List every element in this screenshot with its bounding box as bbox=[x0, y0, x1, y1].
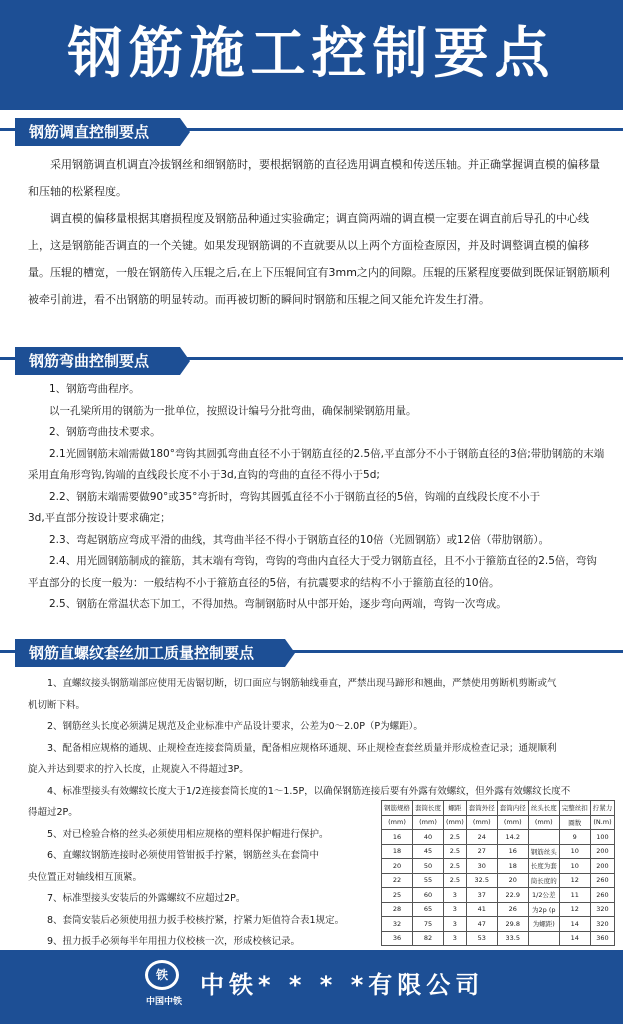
table-header-row bbox=[382, 801, 615, 816]
table-cell: 260 bbox=[590, 888, 615, 903]
table-row bbox=[382, 917, 615, 932]
table-header-cell: 钢筋规格 bbox=[382, 801, 413, 816]
text-line: 2.3、弯起钢筋应弯成平滑的曲线，其弯曲半径不得小于钢筋直径的10倍（光圆钢筋）或12倍（带肋钢筋）。 bbox=[28, 533, 550, 546]
section-heading-straightening: 钢筋调直控制要点 bbox=[15, 118, 180, 146]
table-cell: 11 bbox=[559, 888, 590, 903]
table-row bbox=[382, 859, 615, 874]
table-cell: 长度为套 bbox=[528, 859, 559, 874]
table-cell: 22.9 bbox=[497, 888, 528, 903]
text-line: 平直部分的长度一般为：一般结构不小于箍筋直径的5倍，有抗震要求的结构不小于箍筋直径的10倍。 bbox=[28, 576, 500, 589]
text-line: 2.2、钢筋末端需要做90°或35°弯折时，弯钩其圆弧直径不小于钢筋直径的5倍，钩端的直线段长度不小于 bbox=[28, 490, 541, 503]
page-title: 钢筋施工控制要点 bbox=[67, 21, 556, 85]
table-unit-cell: (mm) bbox=[528, 815, 559, 830]
table-cell: 10 bbox=[559, 859, 590, 874]
company-logo-icon: 铁 bbox=[145, 960, 179, 990]
text-line: 2.4、用光圆钢筋制成的箍筋，其末端有弯钩，弯钩的弯曲内直径大于受力钢筋直径，且不小于箍筋直径的2.5倍，弯钩 bbox=[28, 555, 597, 567]
table-cell: 14 bbox=[559, 917, 590, 932]
table-cell: 14.2 bbox=[497, 830, 528, 845]
table-header-cell: 套筒内径 bbox=[497, 801, 528, 816]
table-cell: 41 bbox=[466, 902, 497, 917]
text-line: 4、标准型接头有效螺纹长度大于1/2连接套筒长度的1～1.5P，以确保钢筋连接后要有外露有效螺纹，但外露有效螺纹长度不 bbox=[28, 785, 571, 797]
table-cell: 筒长度的 bbox=[528, 873, 559, 888]
table-unit-cell: 圈数 bbox=[559, 815, 590, 830]
table-row bbox=[382, 931, 615, 946]
table-cell: 14 bbox=[559, 931, 590, 946]
table-cell: 1/2公差 bbox=[528, 888, 559, 903]
table-cell: 53 bbox=[466, 931, 497, 946]
table-cell bbox=[528, 931, 559, 946]
table-cell: 3 bbox=[444, 931, 467, 946]
table-header-cell: 完整丝扣 bbox=[559, 801, 590, 816]
table-cell: 12 bbox=[559, 873, 590, 888]
table-unit-cell: (mm) bbox=[382, 815, 413, 830]
table-cell: 29.8 bbox=[497, 917, 528, 932]
table-unit-cell: (mm) bbox=[497, 815, 528, 830]
text-line: 2.5、钢筋在常温状态下加工，不得加热。弯制钢筋时从中部开始，逐步弯向两端，弯钩一次弯成。 bbox=[28, 598, 507, 610]
table-unit-cell: (mm) bbox=[444, 815, 467, 830]
table-cell: 16 bbox=[497, 844, 528, 859]
table-cell: 32.5 bbox=[466, 873, 497, 888]
table-cell: 32 bbox=[382, 917, 413, 932]
table-row bbox=[382, 902, 615, 917]
text-line: 2.1光圆钢筋末端需做180°弯钩其圆弧弯曲直径不小于钢筋直径的2.5倍,平直部分不小于钢筋直径的3倍;带肋钢筋的末端 bbox=[28, 447, 605, 460]
table-cell: 为螺距) bbox=[528, 917, 559, 932]
table-cell: 3 bbox=[444, 902, 467, 917]
torque-spec-table bbox=[381, 800, 615, 946]
section-heading-bending: 钢筋弯曲控制要点 bbox=[15, 347, 180, 375]
table-cell: 28 bbox=[382, 902, 413, 917]
table-cell: 20 bbox=[382, 859, 413, 874]
text-line: 被牵引前进，看不出钢筋的明显转动。而再被切断的瞬间时钢筋和压辊之间又能允许发生打滑。 bbox=[28, 293, 490, 306]
table-cell: 55 bbox=[413, 873, 444, 888]
table-cell: 26 bbox=[497, 902, 528, 917]
text-line: 上，这是钢筋能否调直的一个关键。如果发现钢筋调的不直就要从以上两个方面检查原因，并及时调整调直模的偏移 bbox=[28, 239, 589, 252]
text-line: 采用直角形弯钩,钩端的直线段长度不小于3d,直钩的弯曲的直径不得小于5d; bbox=[28, 469, 380, 481]
table-cell: 200 bbox=[590, 859, 615, 874]
table-cell: 82 bbox=[413, 931, 444, 946]
table-cell: 45 bbox=[413, 844, 444, 859]
text-line: 以一孔梁所用的钢筋为一批单位，按照设计编号分批弯曲，确保制梁钢筋用量。 bbox=[28, 404, 417, 417]
table-header-cell: 套筒长度 bbox=[413, 801, 444, 816]
table-cell: 100 bbox=[590, 830, 615, 845]
table-cell: 40 bbox=[413, 830, 444, 845]
section-heading-threading: 钢筋直螺纹套丝加工质量控制要点 bbox=[15, 639, 285, 667]
table-header-cell: 套筒外径 bbox=[466, 801, 497, 816]
table-cell: 2.5 bbox=[444, 873, 467, 888]
text-line: 量。压辊的槽宽，一般在钢筋传入压辊之后,在上下压辊间宜有3mm之内的间隙。压辊的压紧程度要做到既保证钢筋顺利 bbox=[28, 266, 610, 279]
section-body-bending bbox=[28, 379, 623, 616]
table-cell: 10 bbox=[559, 844, 590, 859]
table-units-row bbox=[382, 815, 615, 830]
text-line: 得超过2P。 bbox=[28, 807, 78, 818]
table-header-cell: 螺距 bbox=[444, 801, 467, 816]
table-cell: 2.5 bbox=[444, 830, 467, 845]
logo-caption: 中国中铁 bbox=[145, 997, 182, 1007]
table-row bbox=[382, 830, 615, 845]
table-cell: 37 bbox=[466, 888, 497, 903]
table-unit-cell: (mm) bbox=[413, 815, 444, 830]
table-cell: 9 bbox=[559, 830, 590, 845]
text-line: 机切断下料。 bbox=[28, 699, 86, 711]
table-cell: 3 bbox=[444, 917, 467, 932]
table-cell: 50 bbox=[413, 859, 444, 874]
table-cell: 47 bbox=[466, 917, 497, 932]
table-cell: 为2p (p bbox=[528, 902, 559, 917]
section-body-straightening bbox=[28, 151, 623, 313]
table-cell: 75 bbox=[413, 917, 444, 932]
table-cell: 2.5 bbox=[444, 844, 467, 859]
text-line: 5、对已检验合格的丝头必须使用相应规格的塑料保护帽进行保护。 bbox=[28, 828, 329, 840]
table-row bbox=[382, 873, 615, 888]
text-line: 1、钢筋弯曲程序。 bbox=[28, 383, 140, 395]
table-unit-cell: (N.m) bbox=[590, 815, 615, 830]
table-cell: 30 bbox=[466, 859, 497, 874]
text-line: 6、直螺纹钢筋连接时必须使用管钳扳手拧紧，钢筋丝头在套筒中 bbox=[28, 850, 320, 861]
text-line: 和压轴的松紧程度。 bbox=[28, 185, 127, 198]
table-cell: 20 bbox=[497, 873, 528, 888]
table-cell: 22 bbox=[382, 873, 413, 888]
table-row bbox=[382, 888, 615, 903]
table-cell: 320 bbox=[590, 917, 615, 932]
table-cell: 360 bbox=[590, 931, 615, 946]
table-cell: 24 bbox=[466, 830, 497, 845]
table-unit-cell: (mm) bbox=[466, 815, 497, 830]
table-cell: 27 bbox=[466, 844, 497, 859]
table-cell: 36 bbox=[382, 931, 413, 946]
text-line: 3、配备相应规格的通规、止规检查连接套筒质量，配备相应规格环通规、环止规检查套丝质量并形成检查记录；通规顺利 bbox=[28, 742, 557, 754]
text-line: 7、标准型接头安装后的外露螺纹不应超过2P。 bbox=[28, 893, 246, 904]
table-cell: 33.5 bbox=[497, 931, 528, 946]
table-cell: 2.5 bbox=[444, 859, 467, 874]
text-line: 1、直螺纹接头钢筋端部应使用无齿锯切断，切口面应与钢筋轴线垂直，严禁出现马蹄形和翘曲，严禁使用剪断机剪断或气 bbox=[28, 678, 557, 689]
text-line: 2、钢筋弯曲技术要求。 bbox=[28, 426, 161, 438]
table-cell: 12 bbox=[559, 902, 590, 917]
text-line: 采用钢筋调直机调直冷拔钢丝和细钢筋时，要根据钢筋的直径选用调直模和传送压轴。并正确掌握调直模的偏移量 bbox=[28, 158, 600, 171]
table-cell: 18 bbox=[382, 844, 413, 859]
table-cell: 16 bbox=[382, 830, 413, 845]
text-line: 3d,平直部分按设计要求确定； bbox=[28, 512, 171, 524]
text-line: 8、套筒安装后必须使用扭力扳手校核拧紧，拧紧力矩值符合表1规定。 bbox=[28, 914, 345, 926]
table-cell: 25 bbox=[382, 888, 413, 903]
company-name: 中铁* * * *有限公司 bbox=[200, 971, 485, 999]
text-line: 2、钢筋丝头长度必须满足规范及企业标准中产品设计要求，公差为0～2.0P（P为螺距）。 bbox=[28, 721, 423, 732]
table-cell: 60 bbox=[413, 888, 444, 903]
text-line: 9、扭力扳手必须每半年用扭力仪校核一次，形成校核记录。 bbox=[28, 936, 301, 947]
table-row bbox=[382, 844, 615, 859]
table-header-cell: 拧紧力 bbox=[590, 801, 615, 816]
text-line: 央位置正对轴线相互顶紧。 bbox=[28, 871, 143, 883]
table-cell: 18 bbox=[497, 859, 528, 874]
table-cell: 200 bbox=[590, 844, 615, 859]
table-cell: 260 bbox=[590, 873, 615, 888]
table-cell: 65 bbox=[413, 902, 444, 917]
table-cell: 3 bbox=[444, 888, 467, 903]
table-cell: 320 bbox=[590, 902, 615, 917]
table-header-cell: 丝头长度 bbox=[528, 801, 559, 816]
text-line: 调直模的偏移量根据其磨损程度及钢筋品种通过实验确定；调直筒两端的调直模一定要在调直前后导孔的中心线 bbox=[28, 212, 589, 225]
table-cell: 钢筋丝头 bbox=[528, 844, 559, 859]
text-line: 旋入并达到要求的拧入长度，止规旋入不得超过3P。 bbox=[28, 764, 249, 775]
table-cell bbox=[528, 830, 559, 845]
